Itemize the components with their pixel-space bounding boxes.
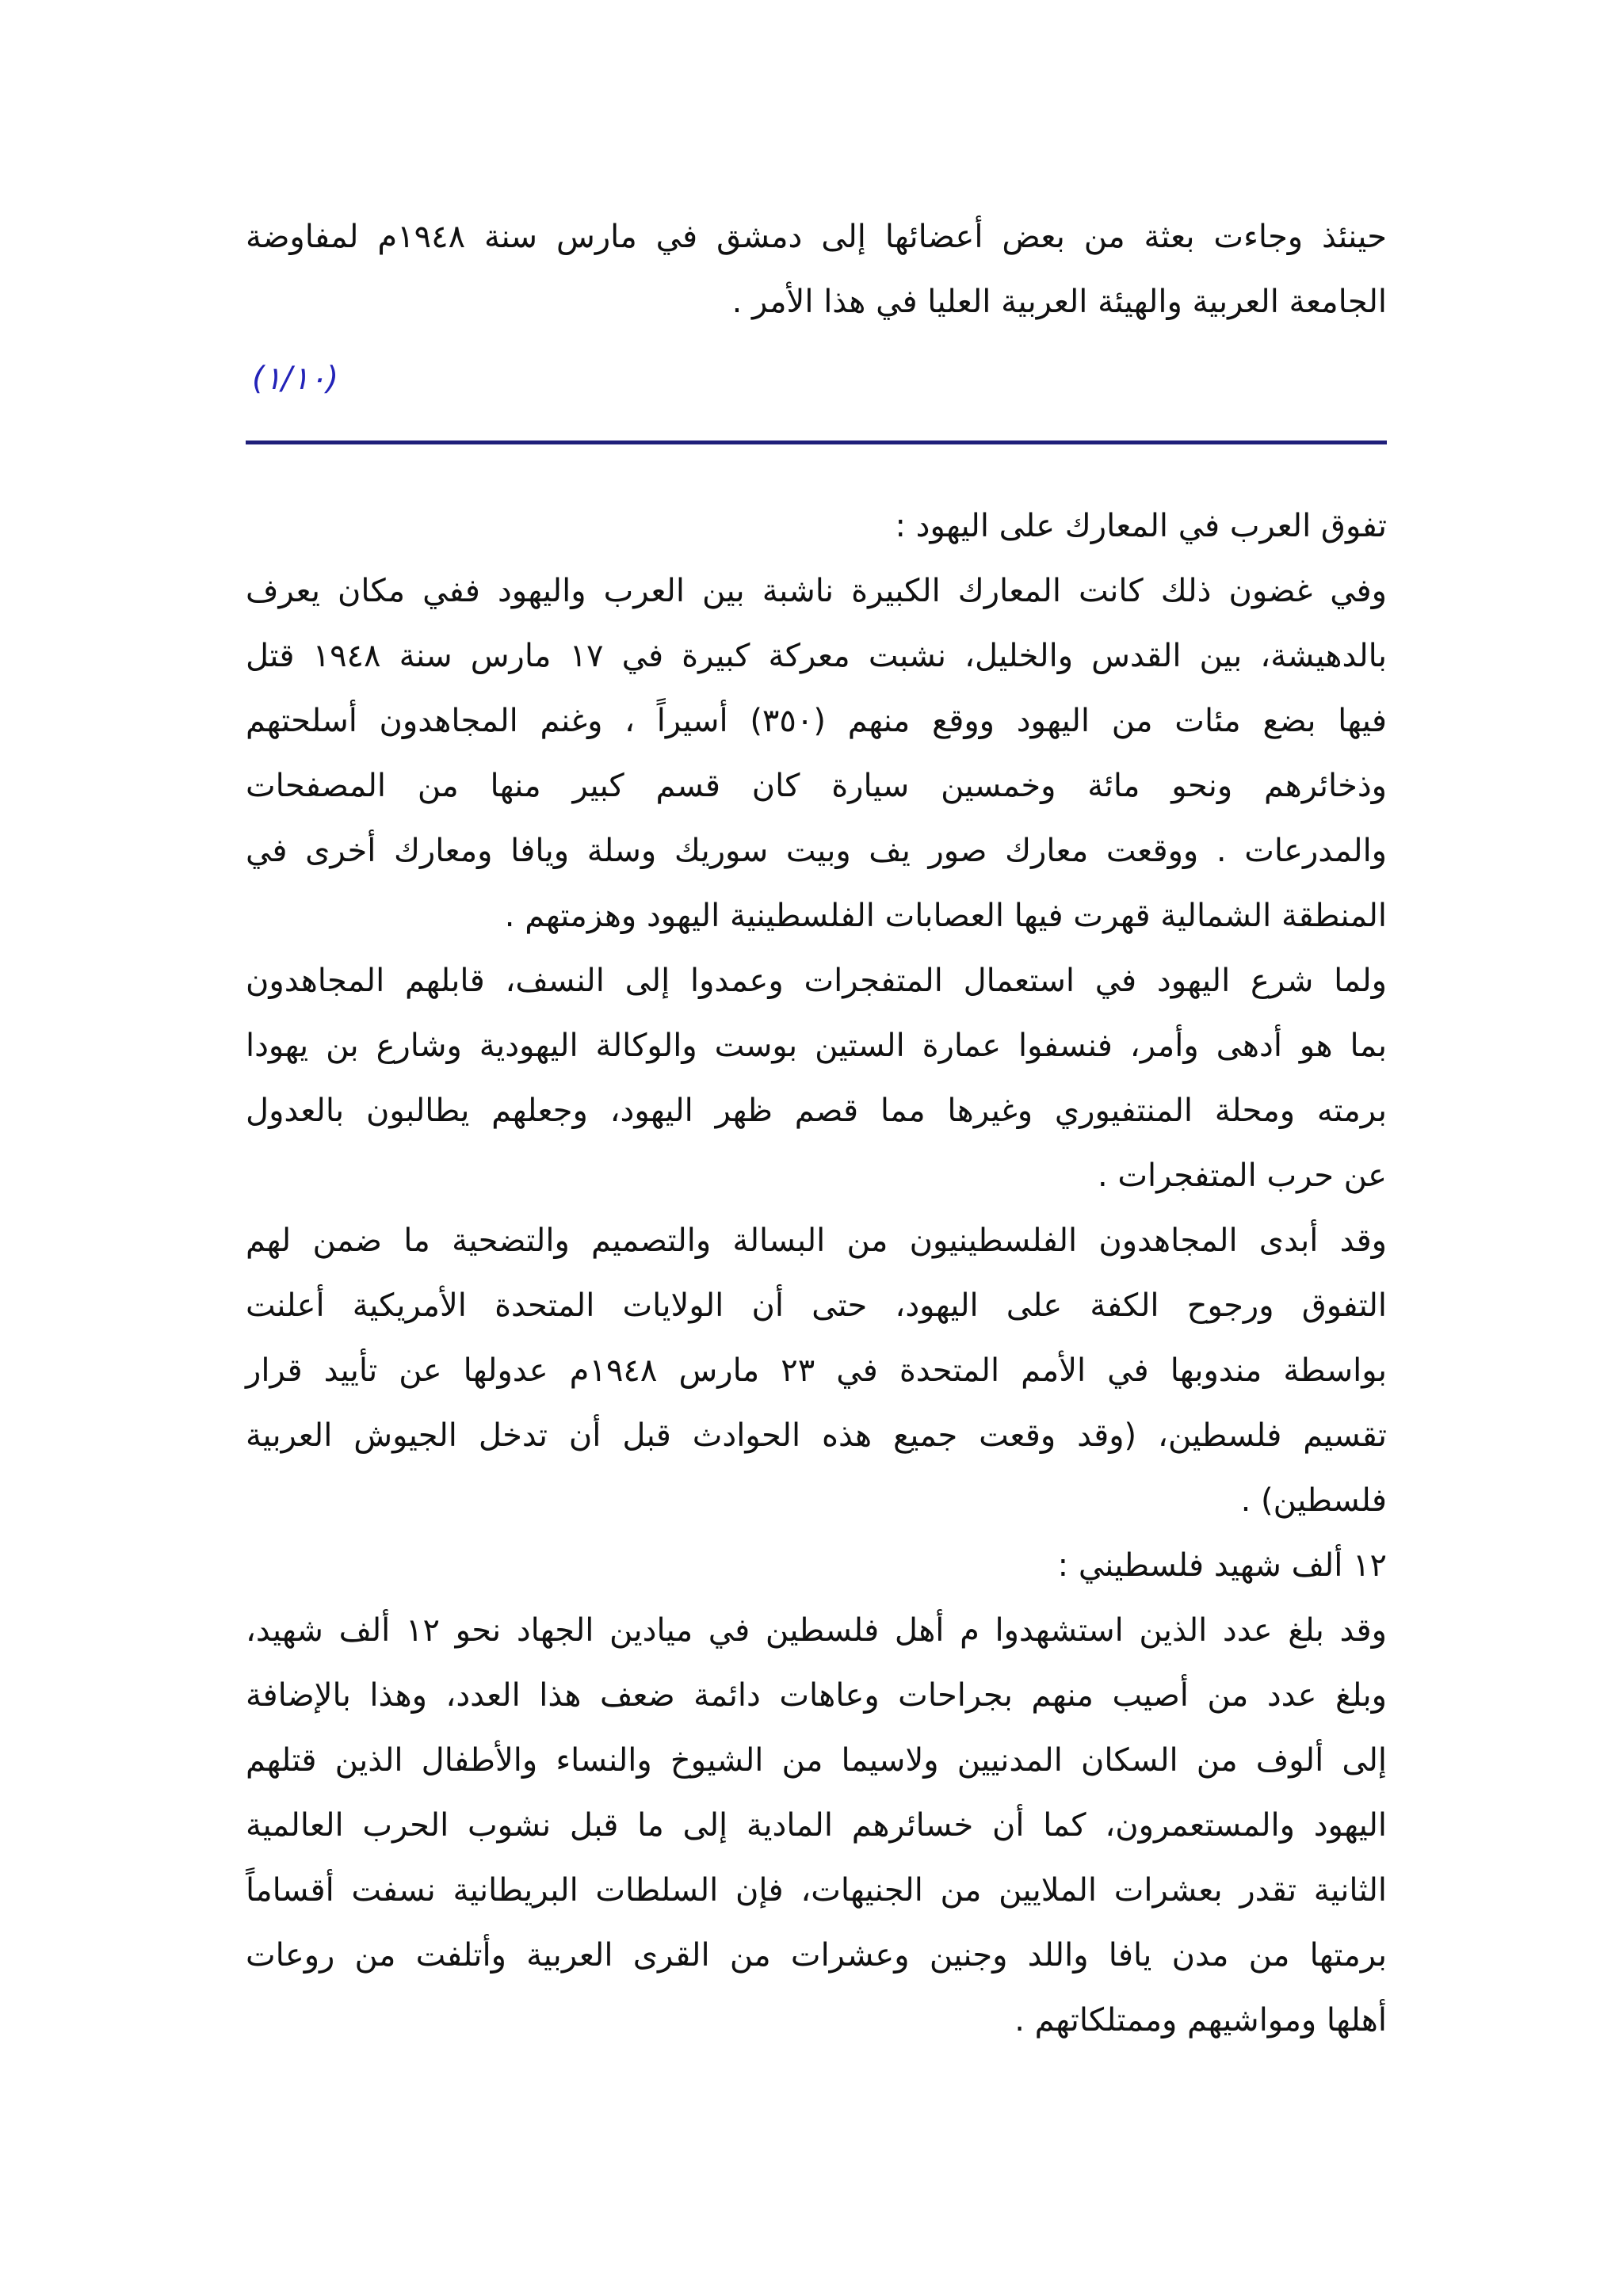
section-arab-superiority: [246, 494, 1387, 1533]
text-line: التفوق ورجوح الكفة على اليهود، حتى أن الولايات المتحدة الأمريكية أعلنت: [246, 1287, 1387, 1324]
text-line: المنطقة الشمالية قهرت فيها العصابات الفلسطينية اليهود وهزمتهم .: [504, 898, 1387, 934]
text-line: برمتها من مدن يافا واللد وجنين وعشرات من القرى العربية وأتلفت من روعات: [246, 1937, 1387, 1974]
footnote-reference: (١/١٠): [252, 360, 339, 397]
text-line: والمدرعات . ووقعت معارك صور يف وبيت سوريك وسلة ويافا ومعارك أخرى في: [246, 833, 1387, 869]
footnote-separator: [246, 441, 1387, 444]
section-martyrs: [246, 1533, 1387, 2053]
text-line: وبلغ عدد من أصيب منهم بجراحات وعاهات دائمة ضعف هذا العدد، وهذا بالإضافة: [246, 1677, 1387, 1714]
text-line: فلسطين) .: [1240, 1482, 1387, 1519]
text-line: وذخائرهم ونحو مائة وخمسين سيارة كان قسم كبير منها من المصفحات: [246, 768, 1387, 804]
section-heading: ١٢ ألف شهيد فلسطيني :: [1057, 1547, 1387, 1584]
text-line: حينئذ وجاءت بعثة من بعض أعضائها إلى دمشق في مارس سنة ١٩٤٨م لمفاوضة: [246, 219, 1387, 255]
text-line: أهلها ومواشيهم وممتلكاتهم .: [1014, 2002, 1387, 2039]
document-page: [246, 204, 1387, 2053]
text-line: بما هو أدهى وأمر، فنسفوا عمارة الستين بوست والوكالة اليهودية وشارع بن يهودا: [246, 1028, 1387, 1064]
text-line: بالدهيشة، بين القدس والخليل، نشبت معركة كبيرة في ١٧ مارس سنة ١٩٤٨ قتل: [246, 638, 1387, 674]
text-line: اليهود والمستعمرون، كما أن خسائرهم المادية إلى ما قبل نشوب الحرب العالمية: [246, 1807, 1387, 1844]
text-line: الجامعة العربية والهيئة العربية العليا في هذا الأمر .: [731, 284, 1387, 320]
intro-paragraph: [246, 204, 1387, 334]
section-heading: تفوق العرب في المعارك على اليهود :: [895, 508, 1387, 544]
text-line: وقد بلغ عدد الذين استشهدوا م أهل فلسطين في ميادين الجهاد نحو ١٢ ألف شهيد،: [246, 1612, 1387, 1649]
text-line: الثانية تقدر بعشرات الملايين من الجنيهات، فإن السلطات البريطانية نسفت أقساماً: [246, 1872, 1387, 1909]
text-line: برمته ومحلة المنتفيوري وغيرها مما قصم ظهر اليهود، وجعلهم يطالبون بالعدول: [246, 1093, 1387, 1129]
text-line: ولما شرع اليهود في استعمال المتفجرات وعمدوا إلى النسف، قابلهم المجاهدون: [246, 963, 1387, 999]
text-line: تقسيم فلسطين، (وقد وقعت جميع هذه الحوادث قبل أن تدخل الجيوش العربية: [246, 1417, 1387, 1454]
text-line: وفي غضون ذلك كانت المعارك الكبيرة ناشبة بين العرب واليهود ففي مكان يعرف: [246, 573, 1387, 609]
text-line: فيها بضع مئات من اليهود ووقع منهم (٣٥٠) أسيراً ، وغنم المجاهدون أسلحتهم: [246, 703, 1387, 739]
text-line: بواسطة مندوبها في الأمم المتحدة في ٢٣ مارس ١٩٤٨م عدولها عن تأييد قرار: [246, 1352, 1387, 1389]
text-line: عن حرب المتفجرات .: [1097, 1158, 1387, 1194]
text-line: وقد أبدى المجاهدون الفلسطينيون من البسالة والتصميم والتضحية ما ضمن لهم: [246, 1222, 1387, 1259]
text-line: إلى ألوف من السكان المدنيين ولاسيما من الشيوخ والنساء والأطفال الذين قتلهم: [246, 1742, 1387, 1779]
